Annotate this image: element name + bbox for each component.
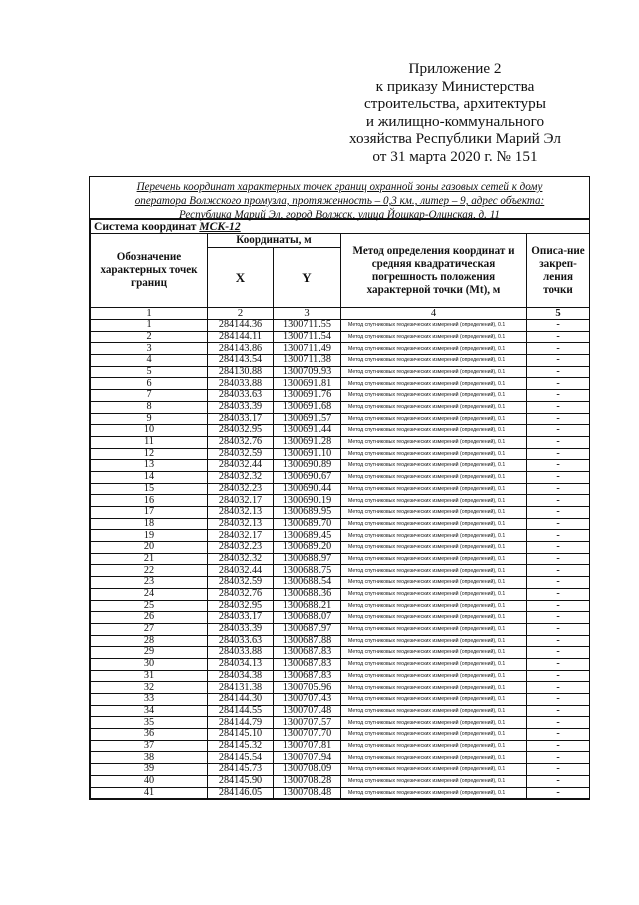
y-coordinate: 1300707.81 [274,740,341,752]
method-cell: Метод спутниковых геодезических измерений (определений), 0.1 [341,355,527,367]
y-coordinate: 1300691.57 [274,413,341,425]
x-coordinate: 284145.54 [208,752,274,764]
y-coordinate: 1300708.09 [274,764,341,776]
column-number: 3 [274,308,341,320]
description-cell: - [527,717,590,729]
table-row [91,787,590,799]
y-coordinate: 1300707.48 [274,705,341,717]
point-id: 1 [91,320,208,332]
y-coordinate: 1300709.93 [274,366,341,378]
y-coordinate: 1300690.44 [274,483,341,495]
col-header-y: Y [274,248,341,308]
x-coordinate: 284033.17 [208,612,274,624]
table-row [91,729,590,741]
table-row [91,436,590,448]
x-coordinate: 284032.44 [208,460,274,472]
method-cell: Метод спутниковых геодезических измерений (определений), 0.1 [341,401,527,413]
col-header-x: X [208,248,274,308]
point-id: 19 [91,530,208,542]
method-cell: Метод спутниковых геодезических измерений (определений), 0.1 [341,705,527,717]
method-cell: Метод спутниковых геодезических измерений (определений), 0.1 [341,635,527,647]
x-coordinate: 284145.10 [208,729,274,741]
y-coordinate: 1300690.89 [274,460,341,472]
x-coordinate: 284032.44 [208,565,274,577]
description-cell: - [527,366,590,378]
table-row [91,331,590,343]
y-coordinate: 1300687.83 [274,658,341,670]
point-id: 35 [91,717,208,729]
y-coordinate: 1300690.19 [274,495,341,507]
x-coordinate: 284143.86 [208,343,274,355]
method-cell: Метод спутниковых геодезических измерений (определений), 0.1 [341,647,527,659]
table-title [90,177,589,219]
description-cell: - [527,355,590,367]
x-coordinate: 284034.13 [208,658,274,670]
table-row [91,764,590,776]
y-coordinate: 1300711.49 [274,343,341,355]
method-cell: Метод спутниковых геодезических измерений (определений), 0.1 [341,378,527,390]
column-number: 4 [341,308,527,320]
table-row [91,565,590,577]
x-coordinate: 284144.55 [208,705,274,717]
coordinate-system-label: Система координат [94,220,197,233]
table-row [91,612,590,624]
y-coordinate: 1300689.95 [274,507,341,519]
x-coordinate: 284033.63 [208,390,274,402]
x-coordinate: 284032.17 [208,495,274,507]
y-coordinate: 1300689.70 [274,518,341,530]
x-coordinate: 284033.39 [208,623,274,635]
method-cell: Метод спутниковых геодезических измерений (определений), 0.1 [341,694,527,706]
point-id: 39 [91,764,208,776]
description-cell: - [527,635,590,647]
table-row [91,717,590,729]
description-cell: - [527,495,590,507]
point-id: 24 [91,588,208,600]
y-coordinate: 1300687.83 [274,647,341,659]
y-coordinate: 1300688.97 [274,553,341,565]
table-row [91,577,590,589]
point-id: 30 [91,658,208,670]
table-row [91,471,590,483]
method-cell: Метод спутниковых геодезических измерений (определений), 0.1 [341,775,527,787]
x-coordinate: 284032.59 [208,448,274,460]
x-coordinate: 284144.30 [208,694,274,706]
description-cell: - [527,390,590,402]
description-cell: - [527,612,590,624]
description-cell: - [527,729,590,741]
description-cell: - [527,740,590,752]
title-line: Республика Марий Эл, город Волжск, улица Йошкар-Олинская, д. 11 [179,209,500,221]
coordinate-system-value: МСК-12 [199,220,241,233]
x-coordinate: 284033.88 [208,647,274,659]
method-cell: Метод спутниковых геодезических измерений (определений), 0.1 [341,600,527,612]
y-coordinate: 1300688.21 [274,600,341,612]
point-id: 26 [91,612,208,624]
y-coordinate: 1300689.20 [274,542,341,554]
header-line: к приказу Министерства [375,77,535,95]
coordinates-table [90,219,590,799]
point-id: 17 [91,507,208,519]
table-row [91,623,590,635]
x-coordinate: 284145.90 [208,775,274,787]
point-id: 21 [91,553,208,565]
point-id: 11 [91,436,208,448]
table-row [91,401,590,413]
x-coordinate: 284144.36 [208,320,274,332]
table-row [91,553,590,565]
point-id: 25 [91,600,208,612]
x-coordinate: 284131.38 [208,682,274,694]
point-id: 3 [91,343,208,355]
col-header-desc: Описа-ние закреп-ления точки [527,234,590,308]
y-coordinate: 1300689.45 [274,530,341,542]
y-coordinate: 1300688.54 [274,577,341,589]
title-line: Перечень координат характерных точек границ охранной зоны газовых сетей к дому [136,181,543,193]
description-cell: - [527,752,590,764]
y-coordinate: 1300687.83 [274,670,341,682]
x-coordinate: 284146.05 [208,787,274,799]
method-cell: Метод спутниковых геодезических измерений (определений), 0.1 [341,483,527,495]
header-line: от 31 марта 2020 г. № 151 [372,147,538,165]
y-coordinate: 1300707.57 [274,717,341,729]
x-coordinate: 284032.17 [208,530,274,542]
point-id: 16 [91,495,208,507]
point-id: 2 [91,331,208,343]
y-coordinate: 1300691.44 [274,425,341,437]
method-cell: Метод спутниковых геодезических измерений (определений), 0.1 [341,764,527,776]
description-cell: - [527,764,590,776]
point-id: 8 [91,401,208,413]
table-row [91,507,590,519]
y-coordinate: 1300691.10 [274,448,341,460]
method-cell: Метод спутниковых геодезических измерений (определений), 0.1 [341,553,527,565]
method-cell: Метод спутниковых геодезических измерений (определений), 0.1 [341,588,527,600]
y-coordinate: 1300687.97 [274,623,341,635]
description-cell: - [527,343,590,355]
table-row [91,600,590,612]
point-id: 18 [91,518,208,530]
y-coordinate: 1300691.76 [274,390,341,402]
point-id: 14 [91,471,208,483]
method-cell: Метод спутниковых геодезических измерений (определений), 0.1 [341,658,527,670]
method-cell: Метод спутниковых геодезических измерений (определений), 0.1 [341,542,527,554]
col-header-point: Обозначение характерных точек границ [91,234,208,308]
description-cell: - [527,670,590,682]
y-coordinate: 1300707.70 [274,729,341,741]
description-cell: - [527,413,590,425]
description-cell: - [527,705,590,717]
method-cell: Метод спутниковых геодезических измерений (определений), 0.1 [341,448,527,460]
table-row [91,542,590,554]
point-id: 41 [91,787,208,799]
table-row [91,658,590,670]
table-row [91,694,590,706]
method-cell: Метод спутниковых геодезических измерений (определений), 0.1 [341,623,527,635]
x-coordinate: 284032.13 [208,507,274,519]
method-cell: Метод спутниковых геодезических измерений (определений), 0.1 [341,729,527,741]
x-coordinate: 284032.76 [208,588,274,600]
y-coordinate: 1300705.96 [274,682,341,694]
point-id: 27 [91,623,208,635]
point-id: 34 [91,705,208,717]
y-coordinate: 1300708.28 [274,775,341,787]
x-coordinate: 284032.32 [208,553,274,565]
description-cell: - [527,436,590,448]
y-coordinate: 1300690.67 [274,471,341,483]
x-coordinate: 284143.54 [208,355,274,367]
method-cell: Метод спутниковых геодезических измерений (определений), 0.1 [341,752,527,764]
column-number: 2 [208,308,274,320]
table-row [91,390,590,402]
description-cell: - [527,460,590,472]
table-row [91,752,590,764]
x-coordinate: 284032.32 [208,471,274,483]
point-id: 28 [91,635,208,647]
y-coordinate: 1300708.48 [274,787,341,799]
point-id: 6 [91,378,208,390]
y-coordinate: 1300688.36 [274,588,341,600]
y-coordinate: 1300691.68 [274,401,341,413]
method-cell: Метод спутниковых геодезических измерений (определений), 0.1 [341,366,527,378]
table-row [91,647,590,659]
point-id: 12 [91,448,208,460]
description-cell: - [527,320,590,332]
description-cell: - [527,623,590,635]
x-coordinate: 284032.76 [208,436,274,448]
description-cell: - [527,565,590,577]
header-line: Приложение 2 [408,60,502,77]
x-coordinate: 284145.73 [208,764,274,776]
y-coordinate: 1300707.94 [274,752,341,764]
method-cell: Метод спутниковых геодезических измерений (определений), 0.1 [341,507,527,519]
table-row [91,588,590,600]
description-cell: - [527,553,590,565]
description-cell: - [527,682,590,694]
method-cell: Метод спутниковых геодезических измерений (определений), 0.1 [341,413,527,425]
x-coordinate: 284032.95 [208,600,274,612]
method-cell: Метод спутниковых геодезических измерений (определений), 0.1 [341,425,527,437]
description-cell: - [527,577,590,589]
table-row [91,343,590,355]
table-row [91,425,590,437]
document-header [330,60,580,166]
point-id: 37 [91,740,208,752]
x-coordinate: 284032.13 [208,518,274,530]
method-cell: Метод спутниковых геодезических измерений (определений), 0.1 [341,670,527,682]
x-coordinate: 284130.88 [208,366,274,378]
description-cell: - [527,542,590,554]
point-id: 33 [91,694,208,706]
table-row [91,355,590,367]
point-id: 10 [91,425,208,437]
method-cell: Метод спутниковых геодезических измерений (определений), 0.1 [341,518,527,530]
point-id: 9 [91,413,208,425]
y-coordinate: 1300688.07 [274,612,341,624]
description-cell: - [527,401,590,413]
table-row [91,518,590,530]
x-coordinate: 284033.63 [208,635,274,647]
x-coordinate: 284144.11 [208,331,274,343]
y-coordinate: 1300688.75 [274,565,341,577]
description-cell: - [527,518,590,530]
method-cell: Метод спутниковых геодезических измерений (определений), 0.1 [341,717,527,729]
method-cell: Метод спутниковых геодезических измерений (определений), 0.1 [341,682,527,694]
x-coordinate: 284032.95 [208,425,274,437]
col-header-coords: Координаты, м [208,234,341,248]
description-cell: - [527,775,590,787]
method-cell: Метод спутниковых геодезических измерений (определений), 0.1 [341,436,527,448]
point-id: 4 [91,355,208,367]
description-cell: - [527,588,590,600]
table-row [91,670,590,682]
table-row [91,530,590,542]
x-coordinate: 284033.88 [208,378,274,390]
table-row [91,320,590,332]
method-cell: Метод спутниковых геодезических измерений (определений), 0.1 [341,565,527,577]
table-row [91,413,590,425]
method-cell: Метод спутниковых геодезических измерений (определений), 0.1 [341,787,527,799]
table-row [91,483,590,495]
description-cell: - [527,787,590,799]
column-number-row [91,308,590,320]
table-row [91,378,590,390]
description-cell: - [527,378,590,390]
point-id: 31 [91,670,208,682]
header-line: и жилищно-коммунального [365,112,545,130]
description-cell: - [527,425,590,437]
col-header-method: Метод определения координат и средняя квадратическая погрешность положения характерной точки (Mt), м [341,234,527,308]
method-cell: Метод спутниковых геодезических измерений (определений), 0.1 [341,343,527,355]
description-cell: - [527,694,590,706]
method-cell: Метод спутниковых геодезических измерений (определений), 0.1 [341,460,527,472]
x-coordinate: 284144.79 [208,717,274,729]
method-cell: Метод спутниковых геодезических измерений (определений), 0.1 [341,530,527,542]
point-id: 29 [91,647,208,659]
method-cell: Метод спутниковых геодезических измерений (определений), 0.1 [341,577,527,589]
description-cell: - [527,483,590,495]
coordinates-table-block [89,176,590,800]
table-row [91,366,590,378]
table-row [91,460,590,472]
description-cell: - [527,647,590,659]
x-coordinate: 284034.38 [208,670,274,682]
column-number: 5 [527,308,590,320]
y-coordinate: 1300711.55 [274,320,341,332]
description-cell: - [527,658,590,670]
description-cell: - [527,530,590,542]
table-row [91,740,590,752]
method-cell: Метод спутниковых геодезических измерений (определений), 0.1 [341,740,527,752]
table-row [91,635,590,647]
description-cell: - [527,448,590,460]
header-line: строительства, архитектуры [364,95,546,113]
description-cell: - [527,600,590,612]
point-id: 23 [91,577,208,589]
point-id: 32 [91,682,208,694]
point-id: 13 [91,460,208,472]
x-coordinate: 284032.59 [208,577,274,589]
table-row [91,448,590,460]
method-cell: Метод спутниковых геодезических измерений (определений), 0.1 [341,612,527,624]
point-id: 40 [91,775,208,787]
header-line: хозяйства Республики Марий Эл [349,130,561,148]
method-cell: Метод спутниковых геодезических измерений (определений), 0.1 [341,471,527,483]
point-id: 5 [91,366,208,378]
x-coordinate: 284145.32 [208,740,274,752]
y-coordinate: 1300711.54 [274,331,341,343]
x-coordinate: 284032.23 [208,483,274,495]
point-id: 15 [91,483,208,495]
point-id: 20 [91,542,208,554]
y-coordinate: 1300687.88 [274,635,341,647]
table-row [91,705,590,717]
table-row [91,495,590,507]
x-coordinate: 284033.39 [208,401,274,413]
y-coordinate: 1300691.28 [274,436,341,448]
description-cell: - [527,471,590,483]
point-id: 7 [91,390,208,402]
method-cell: Метод спутниковых геодезических измерений (определений), 0.1 [341,320,527,332]
y-coordinate: 1300711.38 [274,355,341,367]
point-id: 22 [91,565,208,577]
method-cell: Метод спутниковых геодезических измерений (определений), 0.1 [341,390,527,402]
x-coordinate: 284032.23 [208,542,274,554]
description-cell: - [527,331,590,343]
y-coordinate: 1300707.43 [274,694,341,706]
method-cell: Метод спутниковых геодезических измерений (определений), 0.1 [341,331,527,343]
table-row [91,775,590,787]
point-id: 36 [91,729,208,741]
y-coordinate: 1300691.81 [274,378,341,390]
description-cell: - [527,507,590,519]
table-row [91,682,590,694]
method-cell: Метод спутниковых геодезических измерений (определений), 0.1 [341,495,527,507]
x-coordinate: 284033.17 [208,413,274,425]
title-line: оператора Волжского промузла, протяженность – 0,3 км., литер – 9, адрес объекта: [134,195,545,207]
column-number: 1 [91,308,208,320]
point-id: 38 [91,752,208,764]
